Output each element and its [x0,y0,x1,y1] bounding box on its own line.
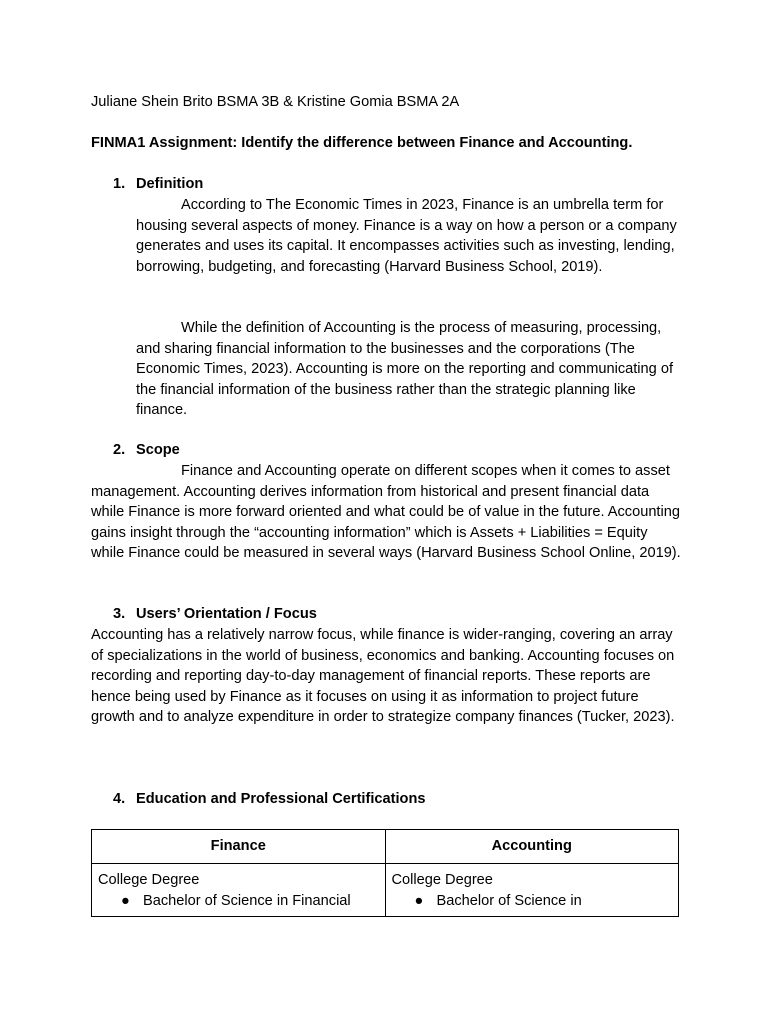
bullet-icon: ● [414,892,424,909]
section-number: 4. [113,791,126,807]
section-title: Scope [136,442,180,458]
section-number: 1. [113,176,126,192]
bullet-text: Bachelor of Science in [436,892,582,909]
section-number: 3. [113,606,126,622]
table-header-row [92,830,679,864]
bullet-item [392,891,673,912]
definition-paragraph-finance: According to The Economic Times in 2023, Finance is an umbrella term for housing several aspects of money. Finance is a way on how a person or a company generates and uses its capital. It encompasses activities such as investing, lending, borrowing, budgeting, and forecasting (Harvard Business School, 2019). [136,197,677,275]
section-title: Definition [136,176,204,192]
section-title: Education and Professional Certifications [136,791,426,807]
table-cell-finance [92,864,386,917]
section-heading-scope [113,440,180,461]
assignment-title: FINMA1 Assignment: Identify the difference between Finance and Accounting. [91,135,633,151]
column-header-finance: Finance [92,830,386,864]
section-heading-definition [113,174,203,195]
section-title: Users’ Orientation / Focus [136,606,317,622]
column-header-accounting: Accounting [385,830,679,864]
section-heading-education [113,789,426,810]
table-cell-accounting [385,864,679,917]
section-number: 2. [113,442,126,458]
authors-line: Juliane Shein Brito BSMA 3B & Kristine Gomia BSMA 2A [91,94,460,110]
users-focus-paragraph: Accounting has a relatively narrow focus, while finance is wider-ranging, covering an array of specializations in the world of business, economics and banking. Accounting focuses on recording and reporting day-to-day management of financial reports. These reports are hence being used by Finance as it focuses on using it as information to project future growth and to analyze expenditure in order to strategize company finances (Tucker, 2023). [91,627,675,726]
degree-label: College Degree [391,872,493,888]
bullet-text: Bachelor of Science in Financial [143,892,351,909]
bullet-icon: ● [121,892,130,909]
table-row [92,864,679,917]
education-table [91,829,679,917]
scope-paragraph: Finance and Accounting operate on different scopes when it comes to asset management. Accounting derives information from historical and present financial data while Finance is more forward oriented and what could be of value in the future. Accounting gains insight through the “accounting information” which is Assets + Liabilities = Equity while Finance could be measured in several ways (Harvard Business School Online, 2019). [91,463,681,562]
section-heading-users-focus [113,604,317,625]
definition-paragraph-accounting: While the definition of Accounting is the process of measuring, processing, and sharing financial information to the businesses and the corporations (The Economic Times, 2023). Accounting is more on the reporting and communicating of the financial information of the business rather than the strategic planning like finance. [136,320,674,419]
degree-label: College Degree [98,872,200,888]
bullet-item [98,891,379,912]
